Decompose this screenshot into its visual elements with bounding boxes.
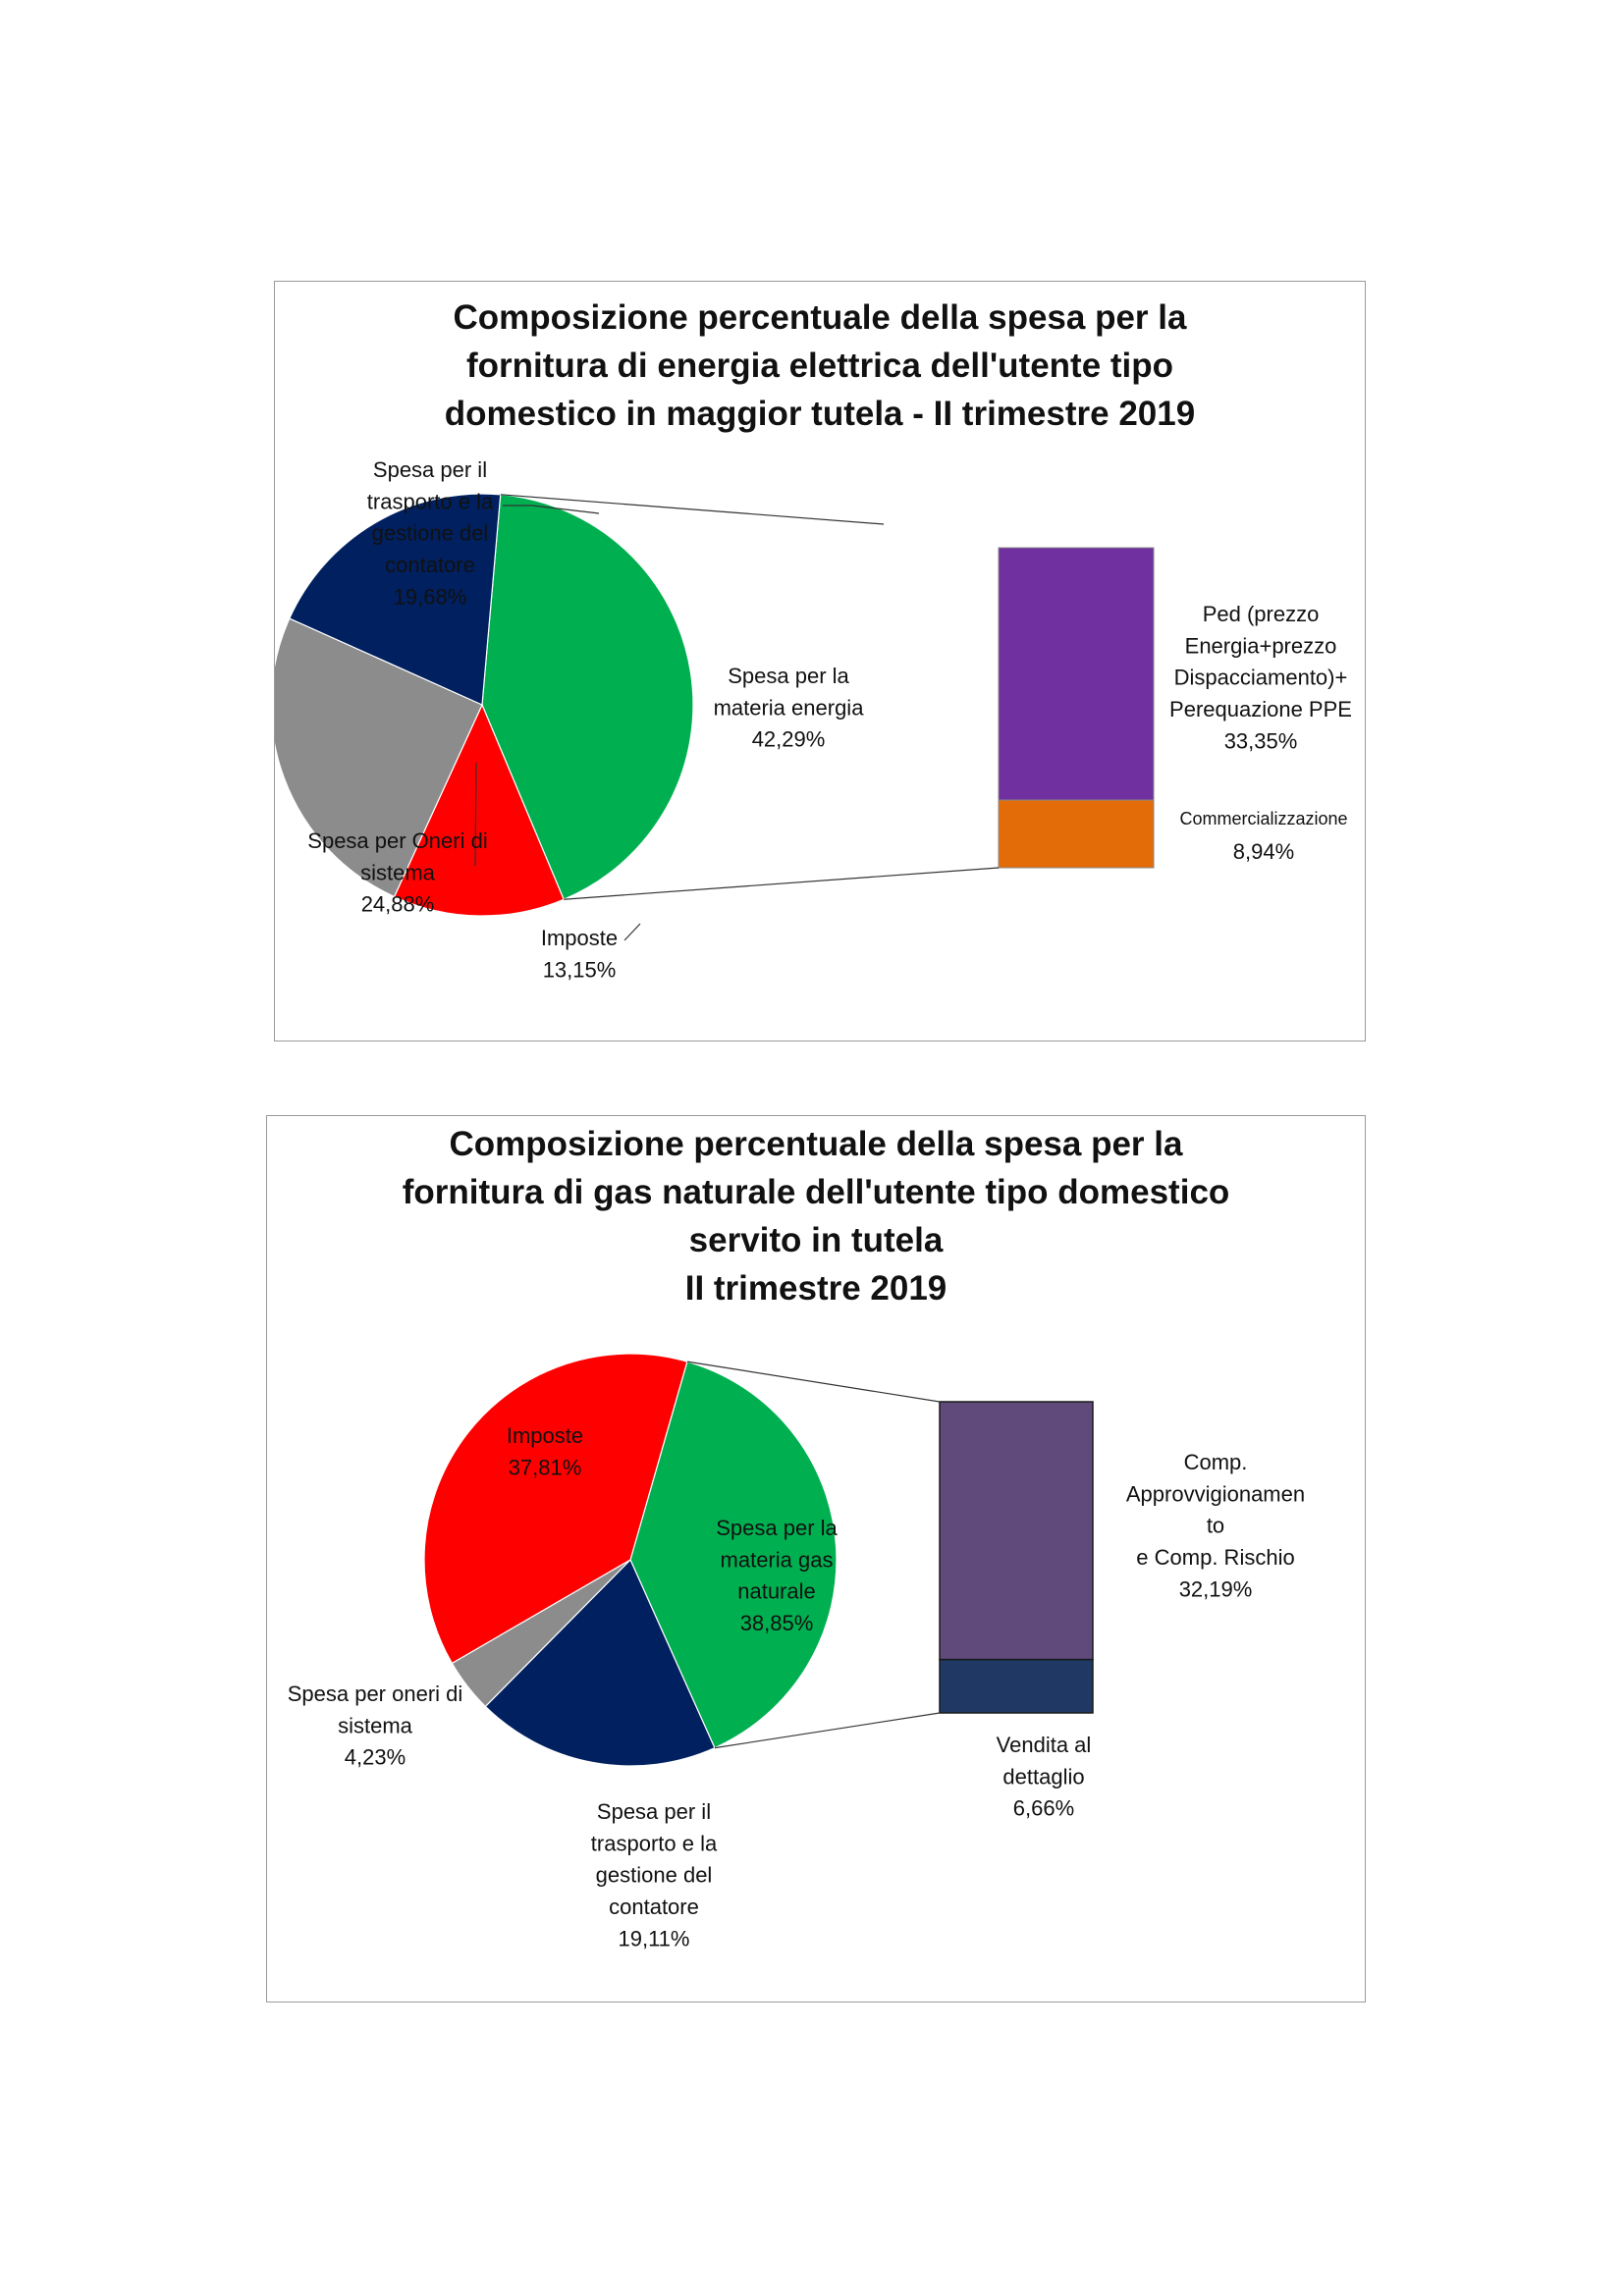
chart-title: Composizione percentuale della spesa per la fornitura di energia elettrica dell'utente tipo domestico in maggior tutela - II trimestre 2019 bbox=[444, 298, 1196, 433]
breakdown-bar-comp-approvvigionamento-e-comp-rischio bbox=[940, 1402, 1093, 1660]
breakdown-label-approvvigionamento: Comp. Approvvigionamen to e Comp. Rischio 32,19% bbox=[1125, 1450, 1306, 1602]
gas-chart bbox=[266, 1115, 1366, 2002]
slice-label-imposte: Imposte 13,15% bbox=[540, 926, 619, 983]
slice-label-trasporto: Spesa per il trasporto e la gestione del contatore 19,68% bbox=[366, 457, 494, 610]
breakdown-value-commercializzazione: 8,94% bbox=[1232, 839, 1295, 864]
breakdown-label-vendita: Vendita al dettaglio 6,66% bbox=[996, 1733, 1092, 1821]
breakdown-bar-ped-prezzo-energia-prezzo-dispacciamento-perequazione-ppe bbox=[999, 548, 1154, 800]
breakdown-bar-vendita-al-dettaglio bbox=[940, 1660, 1093, 1713]
breakdown-label-commercializzazione: Commercializzazione bbox=[1179, 809, 1348, 828]
slice-label-imposte: Imposte 37,81% bbox=[506, 1423, 584, 1480]
slice-label-oneri: Spesa per oneri di sistema 4,23% bbox=[287, 1682, 463, 1770]
breakdown-label-ped: Ped (prezzo Energia+prezzo Dispacciamento)+ Perequazione PPE 33,35% bbox=[1169, 602, 1352, 754]
leader-line bbox=[624, 924, 640, 940]
breakdown-bar-commercializzazione bbox=[999, 800, 1154, 868]
connector-line bbox=[564, 868, 999, 899]
chart-title: Composizione percentuale della spesa per la fornitura di gas naturale dell'utente tipo domestico servito in tutela II trimestre 2019 bbox=[402, 1125, 1230, 1308]
gas-pie-svg bbox=[267, 1116, 1365, 2002]
slice-label-trasporto: Spesa per il trasporto e la gestione del contatore 19,11% bbox=[590, 1799, 718, 1951]
electricity-pie-svg bbox=[275, 282, 1365, 1041]
slice-label-oneri: Spesa per Oneri di sistema 24,88% bbox=[307, 828, 488, 917]
slice-label-materia-energia: Spesa per la materia energia 42,29% bbox=[713, 664, 864, 752]
slice-label-materia-gas: Spesa per la materia gas naturale 38,85% bbox=[716, 1516, 838, 1636]
electricity-chart bbox=[274, 281, 1366, 1041]
